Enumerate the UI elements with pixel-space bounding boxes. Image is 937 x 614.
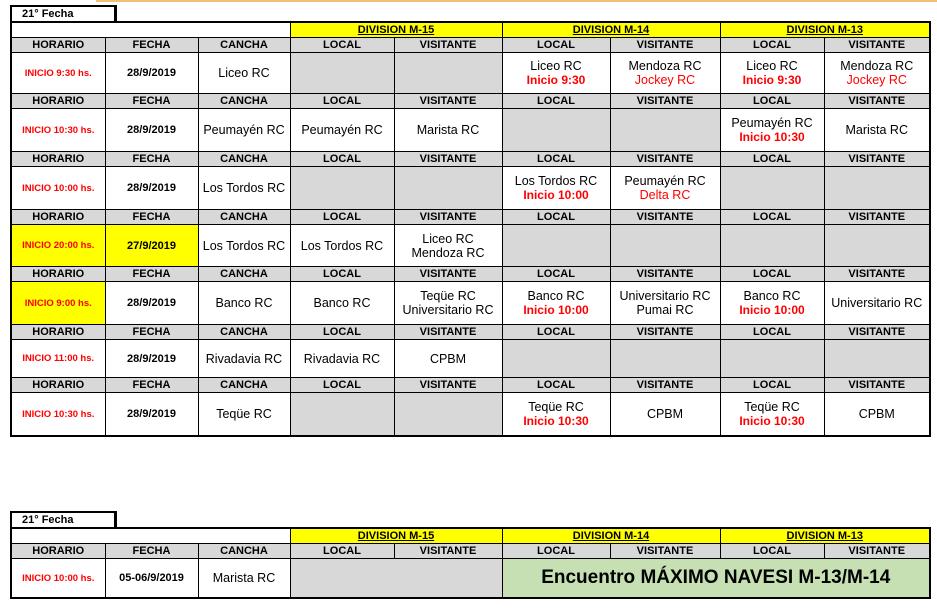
header-local: LOCAL	[290, 544, 394, 559]
horario-cell: INICIO 10:30 hs.	[11, 109, 105, 152]
header-visitante: VISITANTE	[610, 378, 720, 393]
m15-local-empty-cell	[290, 167, 394, 210]
team-name: Teqüe RC	[420, 289, 476, 303]
division-m15-header: DIVISION M-15	[290, 22, 502, 38]
m13-visit-cell	[824, 109, 930, 152]
division-blank	[11, 22, 290, 38]
m13-local-cell	[720, 282, 824, 325]
division-m13-header: DIVISION M-13	[720, 22, 930, 38]
team-name: Marista RC	[416, 123, 480, 137]
team-name: Universitario RC	[831, 296, 923, 310]
team-detail: Inicio 10:30	[739, 414, 805, 428]
header-visitante: VISITANTE	[824, 267, 930, 282]
m15-local-empty-cell	[290, 393, 394, 437]
header-fecha: FECHA	[105, 94, 198, 109]
header-fecha: FECHA	[105, 378, 198, 393]
schedule-table-2	[10, 527, 931, 599]
header-local: LOCAL	[290, 94, 394, 109]
m14-local-empty-cell	[502, 340, 610, 378]
header-cancha: CANCHA	[198, 544, 290, 559]
team-detail: Inicio 10:30	[523, 414, 589, 428]
m14-local-empty-cell	[502, 109, 610, 152]
horario-cell: INICIO 9:30 hs.	[11, 53, 105, 94]
m15-visit-empty-cell	[394, 53, 502, 94]
header-visitante: VISITANTE	[824, 152, 930, 167]
header-visitante: VISITANTE	[610, 38, 720, 53]
cancha-cell: Banco RC	[198, 282, 290, 325]
team-name: Los Tordos RC	[300, 238, 384, 253]
header-horario: HORARIO	[11, 94, 105, 109]
fecha-label-2: 21° Fecha	[10, 511, 117, 530]
team-detail: Pumai RC	[636, 303, 694, 317]
horario-cell: INICIO 9:00 hs.	[11, 282, 105, 325]
header-visitante: VISITANTE	[824, 325, 930, 340]
encuentro-banner	[502, 559, 930, 599]
header-visitante: VISITANTE	[610, 210, 720, 225]
team-name: Universitario RC	[619, 289, 711, 303]
header-local: LOCAL	[720, 544, 824, 559]
m13-local-empty-cell	[720, 225, 824, 267]
header-fecha: FECHA	[105, 152, 198, 167]
header-visitante: VISITANTE	[394, 544, 502, 559]
header-fecha: FECHA	[105, 325, 198, 340]
header-cancha: CANCHA	[198, 38, 290, 53]
m15-visit-cell	[394, 225, 502, 267]
header-visitante: VISITANTE	[824, 378, 930, 393]
cancha-cell: Teqüe RC	[198, 393, 290, 437]
m14-visit-cell	[610, 393, 720, 437]
m14-local-cell	[502, 167, 610, 210]
header-cancha: CANCHA	[198, 152, 290, 167]
header-visitante: VISITANTE	[394, 152, 502, 167]
team-name: Teqüe RC	[528, 400, 584, 414]
m13-local-cell	[720, 109, 824, 152]
header-cancha: CANCHA	[198, 325, 290, 340]
team-detail: Inicio 10:30	[739, 130, 805, 144]
cancha-cell: Los Tordos RC	[198, 225, 290, 267]
header-visitante: VISITANTE	[394, 210, 502, 225]
m14-local-cell	[502, 282, 610, 325]
header-local: LOCAL	[290, 210, 394, 225]
team-name: CPBM	[858, 407, 895, 421]
header-horario: HORARIO	[11, 378, 105, 393]
team-detail: Inicio 10:00	[523, 303, 589, 317]
team-name: CPBM	[429, 351, 467, 366]
m14-visit-cell	[610, 167, 720, 210]
header-local: LOCAL	[720, 38, 824, 53]
header-horario: HORARIO	[11, 38, 105, 53]
m14-visit-cell	[610, 282, 720, 325]
header-local: LOCAL	[502, 267, 610, 282]
m15-local-cell	[290, 282, 394, 325]
team-detail: Mendoza RC	[411, 245, 485, 260]
m13-visit-cell	[824, 393, 930, 437]
team-name: Peumayén RC	[624, 174, 706, 188]
header-local: LOCAL	[502, 544, 610, 559]
m13-local-cell	[720, 393, 824, 437]
division-blank	[11, 528, 290, 544]
m15-local-empty-cell	[290, 53, 394, 94]
m15-visit-empty-cell	[394, 167, 502, 210]
header-visitante: VISITANTE	[824, 38, 930, 53]
team-name: Rivadavia RC	[303, 351, 381, 366]
header-horario: HORARIO	[11, 152, 105, 167]
header-visitante: VISITANTE	[610, 544, 720, 559]
cancha-cell: Rivadavia RC	[198, 340, 290, 378]
team-name: Peumayén RC	[301, 123, 383, 137]
header-visitante: VISITANTE	[394, 378, 502, 393]
header-fecha: FECHA	[105, 38, 198, 53]
m15-local-cell	[290, 340, 394, 378]
m13-visit-cell	[824, 282, 930, 325]
header-visitante: VISITANTE	[394, 38, 502, 53]
team-detail: Inicio 9:30	[526, 73, 586, 87]
team-name: Mendoza RC	[840, 59, 914, 73]
banner-prefix: Encuentro	[541, 567, 641, 588]
m14-visit-empty-cell	[610, 340, 720, 378]
header-visitante: VISITANTE	[824, 94, 930, 109]
header-horario: HORARIO	[11, 544, 105, 559]
header-local: LOCAL	[502, 38, 610, 53]
m13-local-cell	[720, 53, 824, 94]
header-cancha: CANCHA	[198, 378, 290, 393]
m14-local-empty-cell	[502, 225, 610, 267]
header-local: LOCAL	[290, 38, 394, 53]
team-name: Liceo RC	[530, 59, 582, 73]
division-m14-header: DIVISION M-14	[502, 22, 720, 38]
horario-cell: INICIO 20:00 hs.	[11, 225, 105, 267]
m15-visit-cell	[394, 340, 502, 378]
m13-local-empty-cell	[720, 340, 824, 378]
cancha-cell: Marista RC	[198, 559, 290, 599]
header-local: LOCAL	[502, 94, 610, 109]
header-local: LOCAL	[502, 152, 610, 167]
header-cancha: CANCHA	[198, 267, 290, 282]
fecha-cell: 05-06/9/2019	[105, 559, 198, 599]
header-local: LOCAL	[720, 267, 824, 282]
cancha-cell: Peumayén RC	[198, 109, 290, 152]
fecha-cell: 28/9/2019	[105, 282, 198, 325]
header-local: LOCAL	[290, 325, 394, 340]
team-name: Banco RC	[313, 296, 371, 310]
fecha-label: 21° Fecha	[10, 5, 117, 24]
team-detail: Inicio 10:00	[739, 303, 805, 317]
m15-local-cell	[290, 225, 394, 267]
team-detail: Inicio 9:30	[742, 73, 802, 87]
horario-cell: INICIO 10:30 hs.	[11, 393, 105, 437]
header-local: LOCAL	[502, 378, 610, 393]
team-detail: Delta RC	[639, 188, 691, 202]
m14-visit-empty-cell	[610, 109, 720, 152]
header-visitante: VISITANTE	[394, 325, 502, 340]
cancha-cell: Los Tordos RC	[198, 167, 290, 210]
header-horario: HORARIO	[11, 267, 105, 282]
team-name: Banco RC	[527, 289, 585, 303]
m14-local-cell	[502, 393, 610, 437]
division-m13-header: DIVISION M-13	[720, 528, 930, 544]
team-name: Mendoza RC	[628, 59, 702, 73]
header-local: LOCAL	[290, 378, 394, 393]
m15-local-cell	[290, 109, 394, 152]
header-visitante: VISITANTE	[610, 152, 720, 167]
header-cancha: CANCHA	[198, 210, 290, 225]
team-name: Teqüe RC	[744, 400, 800, 414]
fecha-cell: 28/9/2019	[105, 393, 198, 437]
m13-visit-empty-cell	[824, 167, 930, 210]
header-visitante: VISITANTE	[610, 94, 720, 109]
team-name: CPBM	[646, 407, 684, 421]
m13-visit-empty-cell	[824, 340, 930, 378]
team-name: Los Tordos RC	[514, 174, 598, 188]
m14-local-cell	[502, 53, 610, 94]
team-name: Banco RC	[743, 289, 801, 303]
team-detail: Jockey RC	[634, 73, 696, 87]
horario-cell: INICIO 10:00 hs.	[11, 167, 105, 210]
header-fecha: FECHA	[105, 210, 198, 225]
header-visitante: VISITANTE	[610, 325, 720, 340]
team-detail: Jockey RC	[846, 73, 907, 87]
header-local: LOCAL	[720, 378, 824, 393]
m13-visit-empty-cell	[824, 225, 930, 267]
header-local: LOCAL	[720, 152, 824, 167]
header-horario: HORARIO	[11, 210, 105, 225]
team-name: Liceo RC	[422, 231, 474, 246]
fecha-cell: 28/9/2019	[105, 53, 198, 94]
division-m15-header: DIVISION M-15	[290, 528, 502, 544]
m15-visit-empty-cell	[394, 393, 502, 437]
banner-title: MÁXIMO NAVESI M-13/M-14	[640, 567, 891, 588]
header-local: LOCAL	[720, 210, 824, 225]
header-cancha: CANCHA	[198, 94, 290, 109]
horario-cell: INICIO 10:00 hs.	[11, 559, 105, 599]
header-visitante: VISITANTE	[394, 94, 502, 109]
m15-empty-cell	[290, 559, 502, 599]
team-detail: Universitario RC	[402, 303, 494, 317]
m14-visit-empty-cell	[610, 225, 720, 267]
m13-visit-cell	[824, 53, 930, 94]
division-m14-header: DIVISION M-14	[502, 528, 720, 544]
header-visitante: VISITANTE	[824, 210, 930, 225]
header-fecha: FECHA	[105, 544, 198, 559]
header-local: LOCAL	[290, 152, 394, 167]
header-visitante: VISITANTE	[394, 267, 502, 282]
fecha-cell: 28/9/2019	[105, 167, 198, 210]
team-name: Marista RC	[845, 123, 908, 137]
top-border-line	[0, 0, 937, 3]
header-visitante: VISITANTE	[824, 544, 930, 559]
m15-visit-cell	[394, 282, 502, 325]
fecha-cell: 28/9/2019	[105, 109, 198, 152]
m14-visit-cell	[610, 53, 720, 94]
header-local: LOCAL	[502, 210, 610, 225]
header-local: LOCAL	[502, 325, 610, 340]
header-visitante: VISITANTE	[610, 267, 720, 282]
header-horario: HORARIO	[11, 325, 105, 340]
team-detail: Inicio 10:00	[523, 188, 589, 202]
header-local: LOCAL	[290, 267, 394, 282]
fecha-cell: 27/9/2019	[105, 225, 198, 267]
header-fecha: FECHA	[105, 267, 198, 282]
m15-visit-cell	[394, 109, 502, 152]
team-name: Liceo RC	[746, 59, 798, 73]
header-local: LOCAL	[720, 325, 824, 340]
m13-local-empty-cell	[720, 167, 824, 210]
schedule-table	[10, 21, 931, 437]
cancha-cell: Liceo RC	[198, 53, 290, 94]
horario-cell: INICIO 11:00 hs.	[11, 340, 105, 378]
fecha-cell: 28/9/2019	[105, 340, 198, 378]
header-local: LOCAL	[720, 94, 824, 109]
team-name: Peumayén RC	[731, 116, 813, 130]
